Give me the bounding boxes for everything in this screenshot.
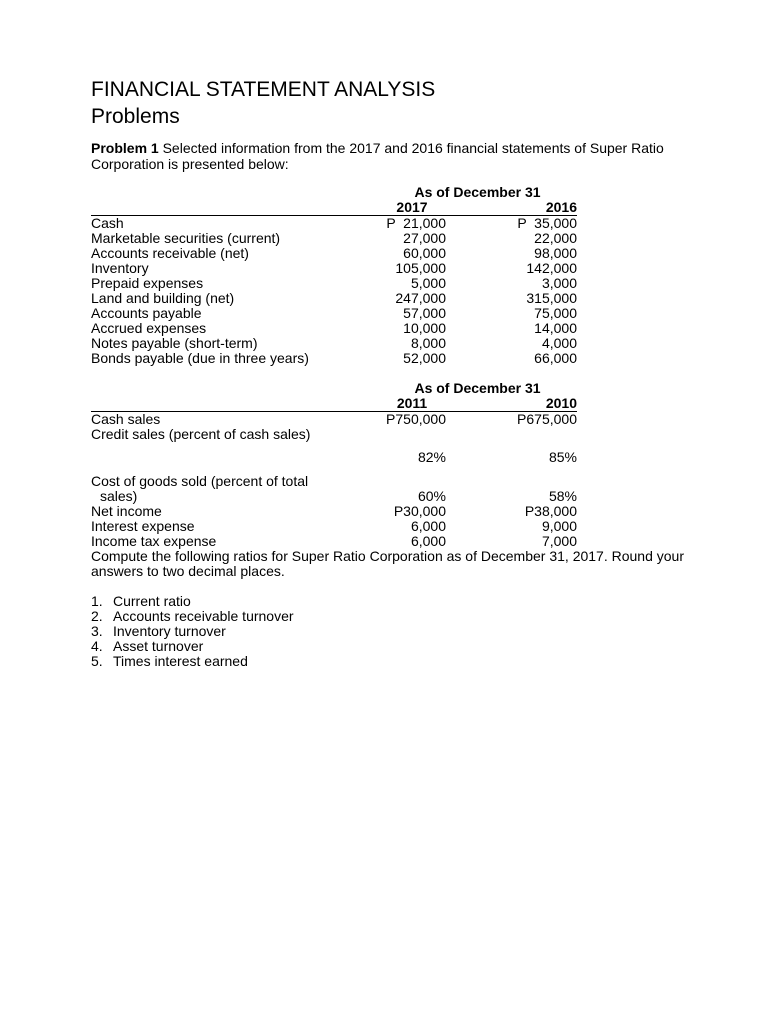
row-label: Accrued expenses bbox=[91, 320, 207, 336]
list-item-text: Current ratio bbox=[113, 593, 191, 609]
income-year-1: 2011 bbox=[378, 396, 446, 412]
row-value-2016: 14,000 bbox=[534, 320, 577, 336]
table-row bbox=[91, 261, 577, 276]
row-value-2011: P750,000 bbox=[386, 411, 446, 427]
row-value-2010: P38,000 bbox=[524, 503, 577, 519]
row-label-continued: sales) bbox=[100, 488, 138, 504]
row-label: Accounts payable bbox=[91, 305, 202, 321]
table-row bbox=[91, 465, 577, 489]
row-value-2010: P675,000 bbox=[517, 411, 577, 427]
row-value-2017: 105,000 bbox=[395, 260, 446, 276]
row-value-2016: 4,000 bbox=[541, 335, 577, 351]
table-row bbox=[91, 351, 577, 366]
row-value-2017: 247,000 bbox=[395, 290, 446, 306]
row-value-2010: 85% bbox=[548, 449, 577, 465]
list-item-text: Asset turnover bbox=[113, 638, 204, 654]
list-item bbox=[91, 639, 294, 654]
income-data-table bbox=[91, 381, 577, 549]
balance-sheet-table bbox=[91, 185, 577, 366]
row-label: Interest expense bbox=[91, 518, 195, 534]
row-label: Land and building (net) bbox=[91, 290, 235, 306]
table-row bbox=[91, 489, 577, 504]
row-label: Net income bbox=[91, 503, 162, 519]
row-value-2017: 60,000 bbox=[403, 245, 446, 261]
row-value-2011: 6,000 bbox=[410, 518, 446, 534]
list-item bbox=[91, 654, 294, 669]
problem-intro-text: Selected information from the 2017 and 2016 financial statements of Super Ratio Corporation is presented below: bbox=[91, 140, 664, 172]
row-label: Accounts receivable (net) bbox=[91, 245, 249, 261]
list-item-number: 1. bbox=[91, 593, 103, 609]
problem-label: Problem 1 bbox=[91, 140, 159, 156]
list-item-number: 3. bbox=[91, 623, 103, 639]
income-year-2: 2010 bbox=[509, 396, 577, 412]
table-row bbox=[91, 246, 577, 261]
balance-year-1: 2017 bbox=[378, 200, 446, 216]
table-row bbox=[91, 504, 577, 519]
row-value-2017: P 21,000 bbox=[386, 215, 446, 231]
row-label: Prepaid expenses bbox=[91, 275, 204, 291]
table-row bbox=[91, 231, 577, 246]
row-value-2017: 10,000 bbox=[403, 320, 446, 336]
list-item-text: Accounts receivable turnover bbox=[113, 608, 294, 624]
table-row bbox=[91, 276, 577, 291]
row-value-2011: 60% bbox=[417, 488, 446, 504]
table-row bbox=[91, 412, 577, 428]
income-header: As of December 31 bbox=[414, 380, 541, 396]
row-value-2016: 75,000 bbox=[534, 305, 577, 321]
row-value-2011: P30,000 bbox=[393, 503, 446, 519]
row-value-2016: P 35,000 bbox=[517, 215, 577, 231]
table-row bbox=[91, 442, 577, 465]
row-value-2016: 142,000 bbox=[526, 260, 577, 276]
row-label: Cost of goods sold (percent of total bbox=[91, 473, 309, 489]
list-item bbox=[91, 609, 294, 624]
list-item-number: 2. bbox=[91, 608, 103, 624]
row-value-2017: 27,000 bbox=[403, 230, 446, 246]
row-value-2017: 57,000 bbox=[403, 305, 446, 321]
row-label: Inventory bbox=[91, 260, 149, 276]
row-value-2016: 315,000 bbox=[526, 290, 577, 306]
table-row bbox=[91, 519, 577, 534]
balance-year-2: 2016 bbox=[509, 200, 577, 216]
row-value-2011: 6,000 bbox=[410, 533, 446, 549]
row-value-2017: 8,000 bbox=[410, 335, 446, 351]
instructions-text: Compute the following ratios for Super Ratio Corporation as of December 31, 2017. Round your answers to two decimal places. bbox=[91, 548, 684, 579]
list-item bbox=[91, 594, 294, 609]
question-list bbox=[91, 594, 294, 669]
list-item-number: 5. bbox=[91, 653, 103, 669]
row-label: Bonds payable (due in three years) bbox=[91, 350, 309, 366]
row-label: Cash sales bbox=[91, 411, 161, 427]
table-row bbox=[91, 427, 577, 442]
table-row bbox=[91, 216, 577, 232]
row-value-2017: 5,000 bbox=[410, 275, 446, 291]
row-value-2010: 9,000 bbox=[541, 518, 577, 534]
page-subtitle: Problems bbox=[91, 105, 180, 128]
list-item-text: Times interest earned bbox=[113, 653, 248, 669]
row-value-2016: 66,000 bbox=[534, 350, 577, 366]
table-row bbox=[91, 291, 577, 306]
row-value-2016: 22,000 bbox=[534, 230, 577, 246]
row-value-2010: 7,000 bbox=[541, 533, 577, 549]
problem-intro bbox=[91, 140, 691, 172]
table-row bbox=[91, 306, 577, 321]
row-label: Notes payable (short-term) bbox=[91, 335, 258, 351]
row-value-2016: 98,000 bbox=[534, 245, 577, 261]
row-value-2017: 52,000 bbox=[403, 350, 446, 366]
table-row bbox=[91, 534, 577, 549]
list-item-text: Inventory turnover bbox=[113, 623, 226, 639]
table-row bbox=[91, 336, 577, 351]
list-item bbox=[91, 624, 294, 639]
row-label: Cash bbox=[91, 215, 124, 231]
list-item-number: 4. bbox=[91, 638, 103, 654]
row-label: Income tax expense bbox=[91, 533, 217, 549]
page-title: FINANCIAL STATEMENT ANALYSIS bbox=[91, 78, 436, 101]
balance-header: As of December 31 bbox=[414, 184, 541, 200]
row-value-2016: 3,000 bbox=[541, 275, 577, 291]
row-value-2011: 82% bbox=[417, 449, 446, 465]
row-label: Credit sales (percent of cash sales) bbox=[91, 426, 311, 442]
table-row bbox=[91, 321, 577, 336]
row-label: Marketable securities (current) bbox=[91, 230, 281, 246]
row-value-2010: 58% bbox=[548, 488, 577, 504]
